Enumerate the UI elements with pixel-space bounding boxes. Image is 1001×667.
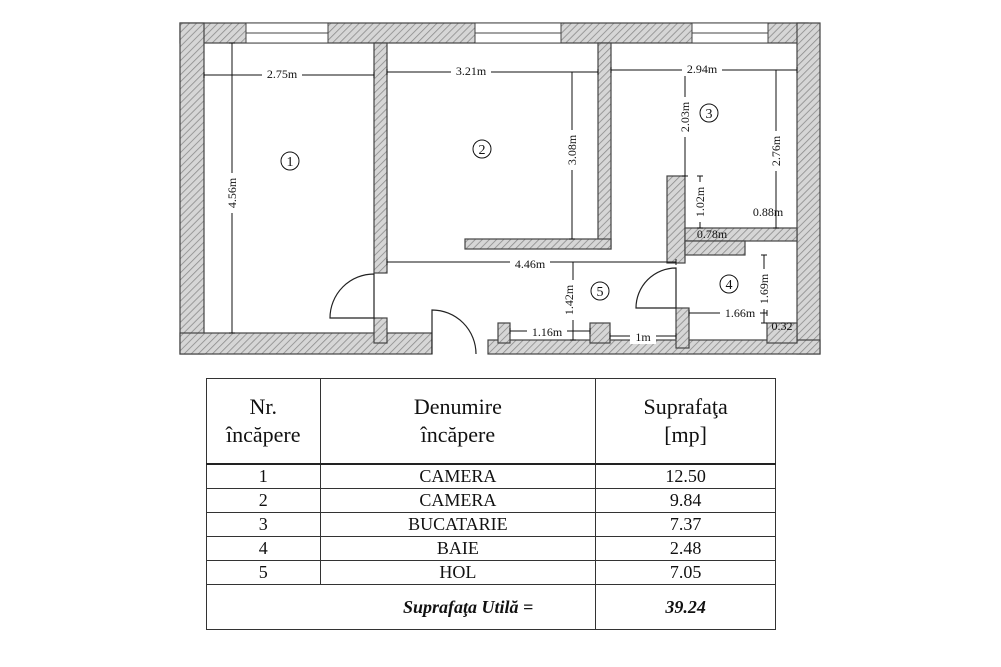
table-row xyxy=(207,513,776,537)
dim-room3-niche: 0.88m xyxy=(752,205,784,219)
area-table xyxy=(206,378,776,630)
dim-room3-step: 0.78m xyxy=(696,227,728,241)
dim-room3-stub: 1.02m xyxy=(693,186,707,218)
wall-bottom-left xyxy=(180,333,432,354)
wall-bath-top-stub xyxy=(685,241,745,255)
dim-hall-width: 1.42m xyxy=(562,284,576,316)
dim-room2-width: 3.21m xyxy=(455,64,487,78)
table-row xyxy=(207,489,776,513)
wall-pier-2 xyxy=(590,323,610,343)
dim-room3-depth-b: 2.76m xyxy=(769,135,783,167)
table-row xyxy=(207,464,776,489)
wall-partition-1-2-lower xyxy=(374,318,387,343)
dim-bath-length: 1.69m xyxy=(757,273,771,305)
dim-hall-segment-b: 1m xyxy=(635,330,651,344)
wall-room3-stub xyxy=(667,176,685,263)
dim-bath-width: 1.66m xyxy=(724,306,756,320)
dim-room1-width: 2.75m xyxy=(266,67,298,81)
room-1-number: 1 xyxy=(286,155,294,170)
room-4-number: 4 xyxy=(725,278,733,293)
cell-nr: 4 xyxy=(207,537,321,561)
wall-partition-1-2 xyxy=(374,43,387,273)
room-2-number: 2 xyxy=(478,143,486,158)
dim-room3-depth-a: 2.03m xyxy=(678,101,692,133)
total-value: 39.24 xyxy=(596,585,776,630)
dim-hall-length: 4.46m xyxy=(514,257,546,271)
cell-nr: 3 xyxy=(207,513,321,537)
dim-room3-width: 2.94m xyxy=(686,62,718,76)
wall-left xyxy=(180,23,204,354)
dim-room2-length: 3.08m xyxy=(565,134,579,166)
cell-name: CAMERA xyxy=(320,489,596,513)
total-label: Suprafaţa Utilă = xyxy=(207,585,596,630)
header-room-number: Nr. încăpere xyxy=(207,379,321,465)
dim-bath-wall: 0.32 xyxy=(771,319,793,333)
wall-partition-2-3 xyxy=(598,43,611,249)
table-header-row xyxy=(207,379,776,465)
cell-name: CAMERA xyxy=(320,464,596,489)
header-room-name: Denumire încăpere xyxy=(320,379,596,465)
wall-room2-bottom xyxy=(465,239,611,249)
cell-nr: 5 xyxy=(207,561,321,585)
room-3-number: 3 xyxy=(705,107,713,122)
door-bath xyxy=(636,268,676,308)
cell-name: HOL xyxy=(320,561,596,585)
cell-area: 7.37 xyxy=(596,513,776,537)
dimension-lines xyxy=(204,43,797,340)
door-room-1 xyxy=(330,274,374,318)
room-5-number: 5 xyxy=(596,285,604,300)
cell-nr: 1 xyxy=(207,464,321,489)
cell-name: BUCATARIE xyxy=(320,513,596,537)
cell-area: 9.84 xyxy=(596,489,776,513)
dim-hall-segment-a: 1.16m xyxy=(531,325,563,339)
wall-bath-left xyxy=(676,308,689,348)
cell-area: 7.05 xyxy=(596,561,776,585)
table-row xyxy=(207,561,776,585)
header-room-area: Suprafaţa [mp] xyxy=(596,379,776,465)
cell-area: 2.48 xyxy=(596,537,776,561)
door-entrance xyxy=(432,310,476,354)
wall-pier-1 xyxy=(498,323,510,343)
dim-room1-length: 4.56m xyxy=(225,177,239,209)
wall-right xyxy=(797,23,820,354)
cell-nr: 2 xyxy=(207,489,321,513)
table-total-row xyxy=(207,585,776,630)
cell-name: BAIE xyxy=(320,537,596,561)
table-row xyxy=(207,537,776,561)
cell-area: 12.50 xyxy=(596,464,776,489)
